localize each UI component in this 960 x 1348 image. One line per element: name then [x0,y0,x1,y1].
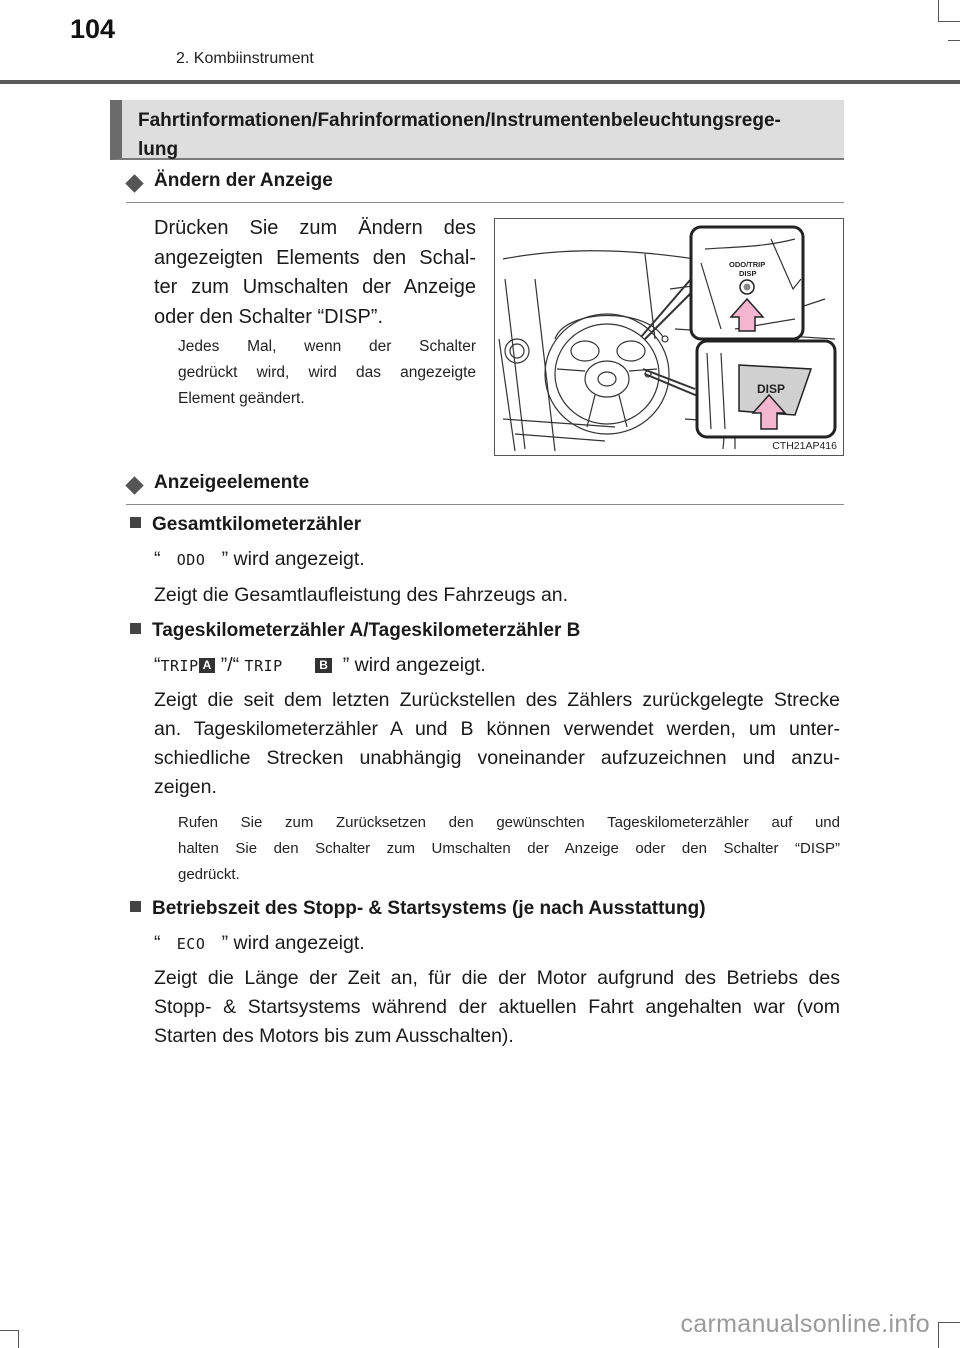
trip-a-indicator: TRIP [160,657,199,675]
square-bullet-icon [130,517,141,528]
section-title: Anzeigeelemente [154,472,310,493]
quote: “ [154,932,161,954]
text-line: ter zum Umschalten der Anzeige [154,276,476,298]
diamond-icon [125,476,143,494]
disp-small-label: DISP [739,269,757,278]
crop-mark [18,1330,19,1348]
dashboard-drawing [495,219,843,455]
section-heading-display-items [126,472,844,505]
crop-mark [938,0,939,22]
item-heading-eco [130,898,706,920]
crop-mark [948,40,960,41]
trip-a-badge: A [199,658,216,673]
quote: ” wird angezeigt. [342,654,486,676]
header-rule [0,80,960,84]
crop-mark [938,21,960,22]
text-line: Starten des Motors bis zum Ausschalten). [154,1025,514,1047]
text-line: halten Sie den Schalter zum Umschalten der Anzeige oder den Schalter “DISP” [178,840,840,857]
text-line: schiedliche Strecken unabhängig voneinander aufzuzeichnen und anzu- [154,747,840,769]
item-heading-odo [130,514,361,536]
diamond-icon [125,174,143,192]
section-heading-change-display [126,170,844,203]
text-line: Element geändert. [178,390,305,407]
text-line: gedrückt. [178,866,240,883]
figure-code: CTH21AP416 [772,440,837,452]
eco-indicator: ECO [176,935,206,953]
page-number: 104 [70,14,116,44]
trip-b-badge: B [315,658,332,673]
instruction-text [154,214,476,332]
text-line: oder den Schalter “DISP”. [154,305,383,328]
quote: “ [154,548,161,570]
text-line: Stopp- & Startsystems während der aktuellen Fahrt angehalten war (vom [154,996,840,1018]
text-line: Rufen Sie zum Zurücksetzen den gewünschten Tageskilometerzähler auf und [178,814,840,831]
chapter-title: 2. Kombiinstrument [176,50,314,67]
trip-note [178,810,840,888]
text-line: angezeigten Elements den Schal- [154,246,476,269]
text-line: Drücken Sie zum Ändern des [154,217,476,239]
text-line: Jedes Mal, wenn der Schalter [178,338,476,355]
text-line: Zeigt die Länge der Zeit an, für die der Motor aufgrund des Betriebs des [154,967,840,989]
text-line: gedrückt wird, wird das angezeigte [178,364,476,381]
eco-indicator-line [154,932,365,955]
crop-mark [938,1322,960,1323]
trip-description [154,686,840,802]
odo-trip-label: ODO/TRIP [729,260,766,269]
banner-line: lung [138,139,179,160]
text-line: zeigen. [154,776,217,798]
square-bullet-icon [130,901,141,912]
text-line: Zeigt die seit dem letzten Zurückstellen des Zählers zurückgelegte Strecke [154,689,840,711]
crop-mark [938,1322,939,1348]
eco-description [154,964,840,1051]
quote: “ [154,654,161,676]
watermark: carmanualsonline.info [680,1310,930,1338]
steering-wheel-illustration [494,218,844,456]
item-heading-trip [130,620,580,642]
section-title: Ändern der Anzeige [154,170,333,191]
separator: ”/“ [220,654,240,676]
quote: ” wird angezeigt. [221,548,365,570]
square-bullet-icon [130,623,141,634]
item-title: Gesamtkilometerzähler [152,514,362,535]
section-banner [110,100,844,160]
item-title: Betriebszeit des Stopp- & Startsystems (je nach Ausstattung) [152,898,706,919]
item-title: Tageskilometerzähler A/Tageskilometerzähler B [152,620,581,641]
quote: ” wird angezeigt. [221,932,365,954]
crop-mark [0,1330,18,1331]
banner-line: Fahrtinformationen/Fahrinformationen/Instrumentenbeleuchtungsrege- [138,110,781,131]
trip-indicator-line [154,654,486,677]
disp-switch-label: DISP [757,382,786,396]
odo-indicator-line [154,548,365,571]
note-text [178,334,476,412]
text-line: an. Tageskilometerzähler A und B können verwendet werden, um unter- [154,718,840,740]
odo-indicator: ODO [176,551,206,569]
trip-b-indicator: TRIP [244,657,283,675]
item-description: Zeigt die Gesamtlaufleistung des Fahrzeugs an. [154,584,569,606]
